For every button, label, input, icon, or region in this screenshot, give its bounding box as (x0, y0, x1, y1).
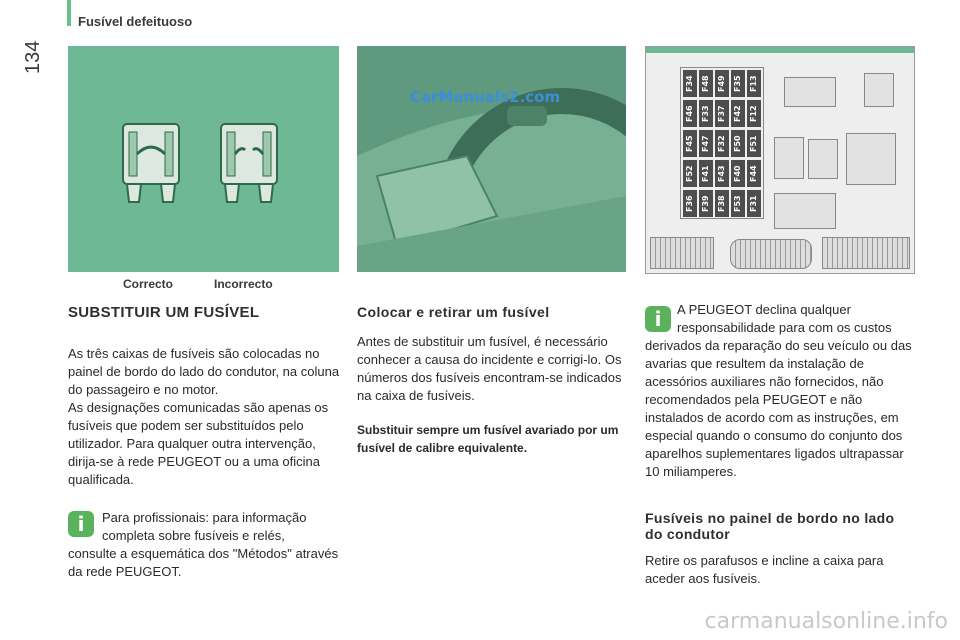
fuse-slot-label: F39 (699, 190, 713, 217)
fuse-slot-label: F32 (715, 130, 729, 157)
incorrect-caption: Incorrecto (214, 277, 273, 291)
fuse-slot-label: F31 (747, 190, 761, 217)
fuse-slot-label: F36 (683, 190, 697, 217)
relay-block (784, 77, 836, 107)
fuse-slot-label: F46 (683, 100, 697, 127)
fusebox-diagram (645, 46, 915, 274)
header-accent-bar (67, 0, 71, 26)
fuse-comparison-illustration (68, 46, 339, 272)
relay-block (846, 133, 896, 185)
fuse-slot-label: F43 (715, 160, 729, 187)
paragraph-remove-screws: Retire os parafusos e incline a caixa para aceder aos fusíveis. (645, 553, 884, 586)
info-professionals-first: Para profissionais: para informação completa sobre fusíveis e relés, (102, 510, 307, 543)
page-header-title: Fusível defeituoso (78, 14, 193, 29)
fuse-slot-label: F44 (747, 160, 761, 187)
correct-caption: Correcto (123, 277, 174, 291)
fuse-slot-label: F42 (731, 100, 745, 127)
fuse-slot-label: F40 (731, 160, 745, 187)
connector (822, 237, 910, 269)
section-title-replace-fuse: SUBSTITUIR UM FUSÍVEL (68, 304, 260, 321)
fuse-slot-label: F38 (715, 190, 729, 217)
dashboard-photo (357, 46, 626, 272)
fuse-grid (680, 67, 764, 219)
fuse-slot-label: F50 (731, 130, 745, 157)
incorrect-fuse-drawing (221, 124, 277, 202)
fuse-slot-label: F47 (699, 130, 713, 157)
fuse-slot-label: F33 (699, 100, 713, 127)
section-title-dashboard-fuses: Fusíveis no painel de bordo no lado do condutor (645, 510, 895, 542)
dashboard-illustration (357, 46, 626, 272)
section-title-insert-remove: Colocar e retirar um fusível (357, 304, 550, 320)
fuse-slot-label: F13 (747, 70, 761, 97)
fusebox-top-band (646, 47, 914, 53)
connector (650, 237, 714, 269)
info-professionals-rest: consulte a esquemática dos "Métodos" através da rede PEUGEOT. (68, 546, 339, 579)
bottom-watermark: carmanualsonline.info (704, 609, 948, 634)
connector (730, 239, 812, 269)
relay-block (808, 139, 838, 179)
note-equivalent-fuse: Substituir sempre um fusível avariado por um fusível de calibre equivalente. (357, 423, 619, 455)
paragraph-fuse-boxes: As três caixas de fusíveis são colocadas no painel de bordo do lado do condutor, na coluna do passageiro e no motor. (68, 346, 340, 397)
info-peugeot-liability-rest: derivados da reparação do seu veículo ou das avarias que resultem da instalação de acessórios auxiliares não fornecidos, não recomendados pela PEUGEOT e não instalados de acordo com as instruções, em especial quando o consumo do conjunto dos aparelhos suplementares ligados ultrapassar 10 miliamperes. (645, 338, 912, 479)
fuse-slot-label: F34 (683, 70, 697, 97)
correct-fuse-drawing (123, 124, 179, 202)
relay-block (774, 137, 804, 179)
fuse-comparison-image (68, 46, 339, 272)
info-peugeot-liability-first: A PEUGEOT declina qualquer responsabilidade para com os custos (677, 302, 892, 335)
fuse-slot-label: F49 (715, 70, 729, 97)
fuse-slot-label: F37 (715, 100, 729, 127)
fuse-slot-label: F12 (747, 100, 761, 127)
info-icon: i (68, 511, 94, 537)
fuse-slot-label: F52 (683, 160, 697, 187)
paragraph-before-replacing: Antes de substituir um fusível, é necessário conhecer a causa do incidente e corrigi-lo. Os números dos fusíveis encontram-se indicados na caixa de fusíveis. (357, 334, 622, 403)
center-watermark: CarManuals2.com (410, 88, 561, 106)
fuse-slot-label: F35 (731, 70, 745, 97)
paragraph-designations: As designações comunicadas são apenas os fusíveis que podem ser substituídos pelo utilizador. Para qualquer outra intervenção, dirija-se à rede PEUGEOT ou a uma oficina qualificada. (68, 400, 329, 487)
relay-block (864, 73, 894, 107)
page-number: 134 (22, 40, 44, 74)
fuse-slot-label: F53 (731, 190, 745, 217)
fuse-slot-label: F41 (699, 160, 713, 187)
fuse-slot-label: F51 (747, 130, 761, 157)
fuse-slot-label: F48 (699, 70, 713, 97)
info-icon: i (645, 306, 671, 332)
fuse-slot-label: F45 (683, 130, 697, 157)
relay-block (774, 193, 836, 229)
